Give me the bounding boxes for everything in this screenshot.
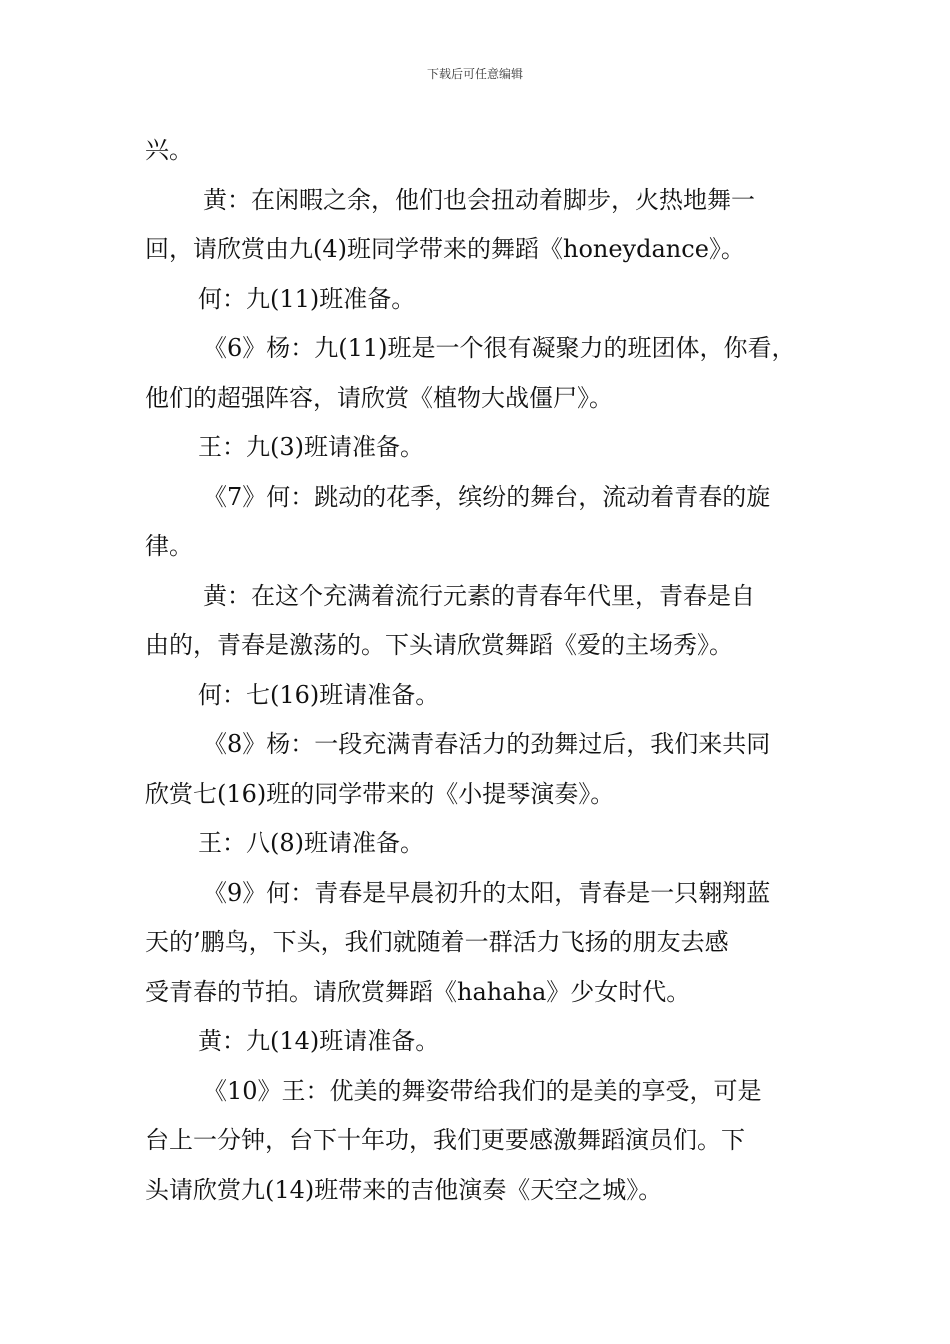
text-line: 《9》何：青春是早晨初升的太阳，青春是一只翱翔蓝: [203, 878, 771, 907]
text-line: 头请欣赏九(14)班带来的吉他演奏《天空之城》。: [145, 1175, 663, 1204]
text-line: 黄：在闲暇之余，他们也会扭动着脚步，火热地舞一: [203, 185, 755, 214]
text-line: 受青春的节拍。请欣赏舞蹈《hahaha》少女时代。: [145, 977, 691, 1006]
text-line: 《6》杨：九(11)班是一个很有凝聚力的班团体，你看，: [203, 334, 796, 362]
text-line: 黄：九(14)班请准备。: [198, 1027, 440, 1055]
text-line: 《10》王：优美的舞姿带给我们的是美的享受，可是: [203, 1076, 762, 1105]
text-line: 他们的超强阵容，请欣赏《植物大战僵尸》。: [145, 383, 613, 412]
page-header: 下载后可任意编辑: [426, 67, 523, 81]
text-line: 何：九(11)班准备。: [198, 284, 416, 313]
text-line: 何：七(16)班请准备。: [198, 680, 440, 709]
text-line: 黄：在这个充满着流行元素的青春年代里，青春是自: [203, 581, 755, 610]
document-body: [145, 126, 815, 1215]
text-line: 王：八(8)班请准备。: [198, 829, 424, 857]
text-line: 欣赏七(16)班的同学带来的《小提琴演奏》。: [145, 779, 615, 808]
text-line: 台上一分钟，台下十年功，我们更要感激舞蹈演员们。下: [145, 1126, 745, 1154]
text-line: 王：九(3)班请准备。: [198, 433, 424, 461]
text-line: 天的’鹏鸟，下头，我们就随着一群活力飞扬的朋友去感: [145, 928, 729, 956]
text-line: 《7》何：跳动的花季，缤纷的舞台，流动着青春的旋: [203, 482, 771, 511]
text-line: 《8》杨：一段充满青春活力的劲舞过后，我们来共同: [203, 730, 771, 758]
text-line: 兴。: [145, 136, 193, 164]
text-line: 律。: [145, 532, 193, 560]
text-line: 回，请欣赏由九(4)班同学带来的舞蹈《honeydance》。: [145, 235, 745, 263]
text-line: 由的，青春是激荡的。下头请欣赏舞蹈《爱的主场秀》。: [145, 631, 733, 659]
